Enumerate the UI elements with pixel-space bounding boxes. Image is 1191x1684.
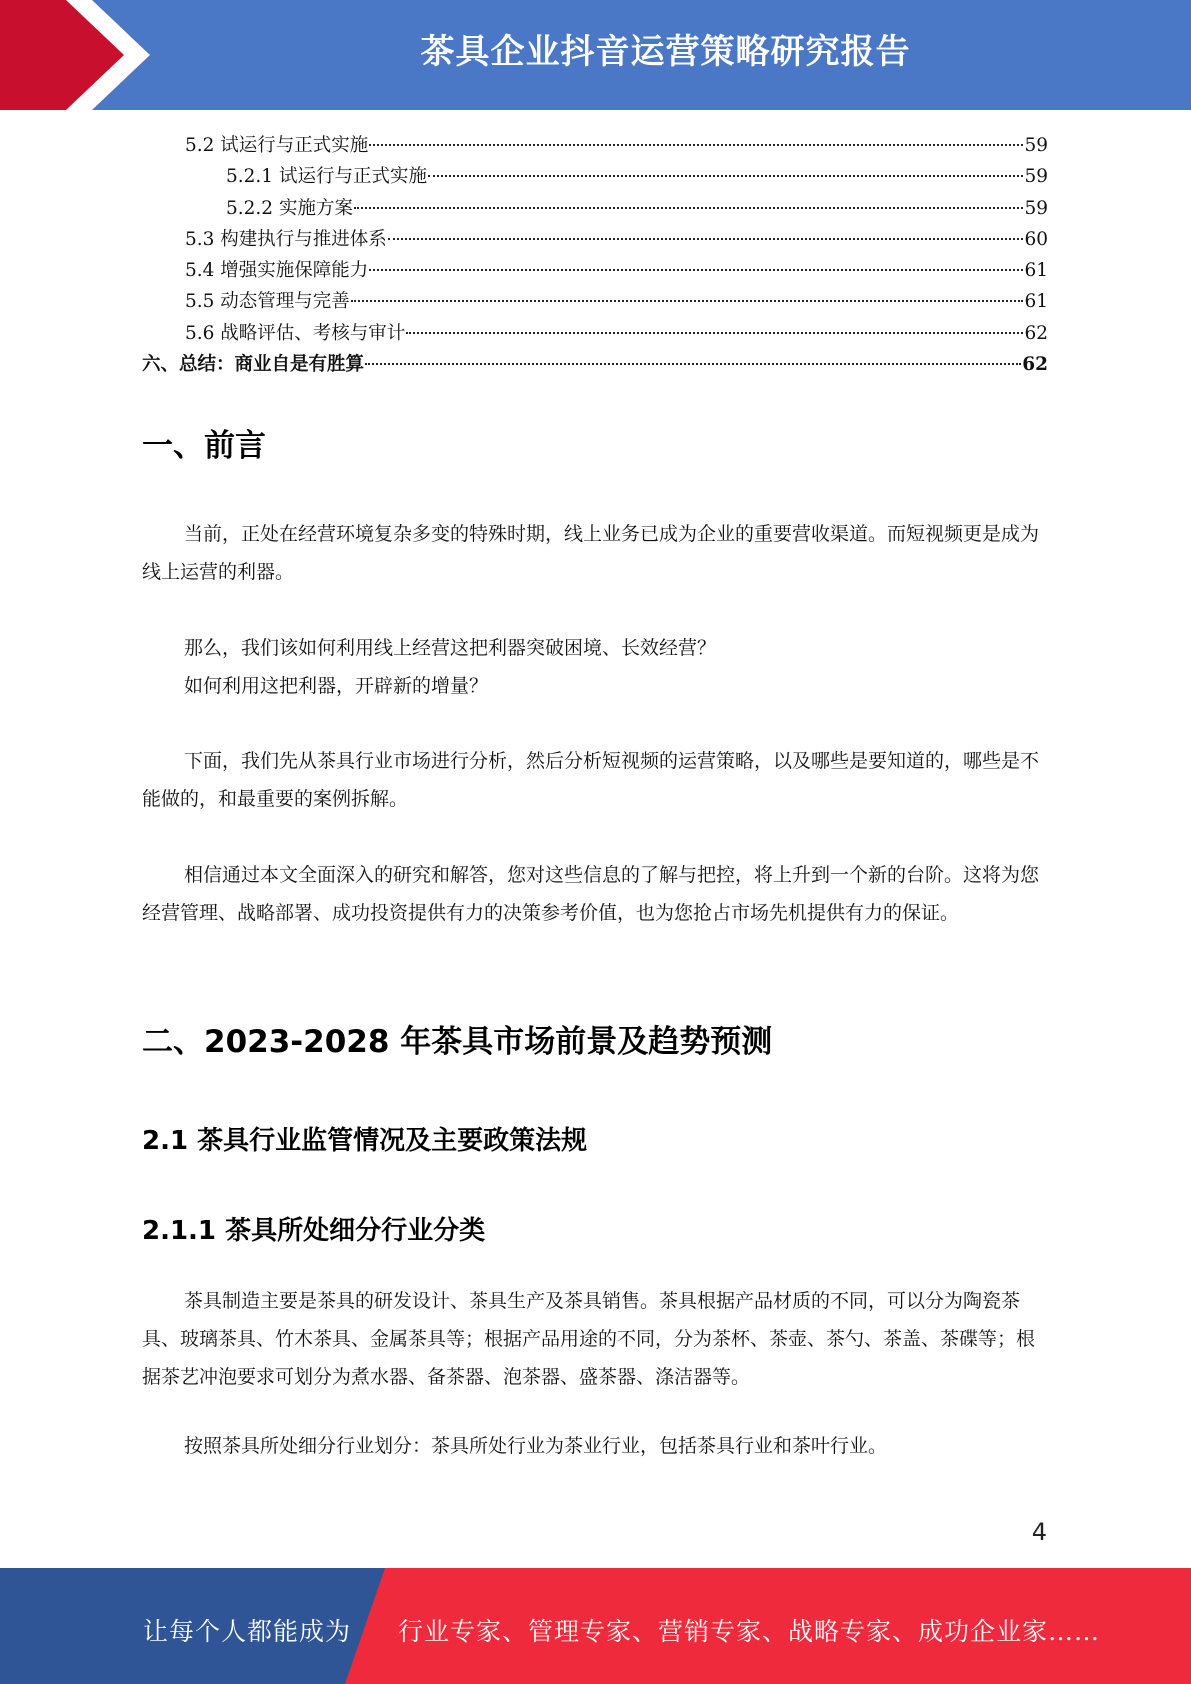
- toc-entry[interactable]: [142, 318, 1048, 349]
- preface-question-2: 如何利用这把利器，开辟新的增量？: [184, 675, 489, 697]
- preface-heading: 一、前言: [142, 428, 266, 464]
- toc-leader-dots: [369, 269, 1023, 271]
- footer-slogan-left: 让每个人都能成为: [143, 1617, 352, 1646]
- toc-page-number: 59: [1024, 197, 1048, 219]
- preface-paragraph-3: 相信通过本文全面深入的研究和解答，您对这些信息的了解与把控，将上升到一个新的台阶。这将为您经营管理、战略部署、成功投资提供有力的决策参考价值，也为您抢占市场先机提供有力的保证。: [142, 864, 1040, 924]
- toc-entry[interactable]: [142, 286, 1048, 317]
- toc-leader-dots: [365, 363, 1021, 365]
- toc-leader-dots: [388, 238, 1024, 240]
- toc-entry[interactable]: [142, 349, 1048, 380]
- page-number: 4: [1031, 1518, 1047, 1546]
- toc-page-number: 61: [1024, 291, 1048, 313]
- preface-paragraph-1: 当前，正处在经营环境复杂多变的特殊时期，线上业务已成为企业的重要营收渠道。而短视频更是成为线上运营的利器。: [142, 523, 1040, 583]
- section-2-1-1-paragraph-1: 茶具制造主要是茶具的研发设计、茶具生产及茶具销售。茶具根据产品材质的不同，可以分为陶瓷茶具、玻璃茶具、竹木茶具、金属茶具等；根据产品用途的不同，分为茶杯、茶壶、茶勺、茶盖、茶碟等；根据茶艺冲泡要求可划分为煮水器、备茶器、泡茶器、盛茶器、涤洁器等。: [142, 1290, 1036, 1388]
- toc-entry[interactable]: [142, 130, 1048, 161]
- section-2-1-1-heading: 2.1.1 茶具所处细分行业分类: [142, 1216, 486, 1246]
- toc-entry[interactable]: [142, 255, 1048, 286]
- toc-page-number: 61: [1024, 260, 1048, 282]
- toc-label: 六、总结：商业自是有胜算: [142, 354, 365, 376]
- toc-page-number: 62: [1024, 322, 1048, 344]
- toc-page-number: 62: [1022, 354, 1048, 376]
- toc-label: 5.2.2 实施方案: [226, 197, 353, 219]
- toc-leader-dots: [351, 300, 1024, 302]
- toc-page-number: 59: [1024, 166, 1048, 188]
- toc-label: 5.5 动态管理与完善: [185, 291, 350, 313]
- report-footer: [0, 1568, 1191, 1684]
- footer-slogan-right: 行业专家、管理专家、营销专家、战略专家、成功企业家……: [398, 1617, 1101, 1646]
- toc-page-number: 60: [1024, 228, 1048, 250]
- toc-entry[interactable]: [142, 224, 1048, 255]
- toc-label: 5.4 增强实施保障能力: [185, 260, 369, 282]
- toc-entry[interactable]: [142, 193, 1048, 224]
- toc-label: 5.2 试运行与正式实施: [185, 135, 369, 156]
- toc-leader-dots: [406, 332, 1023, 334]
- report-title: 茶具企业抖音运营策略研究报告: [420, 32, 911, 72]
- chapter-2-heading: 二、2023-2028 年茶具市场前景及趋势预测: [142, 1024, 773, 1060]
- toc-label: 5.3 构建执行与推进体系: [185, 228, 387, 250]
- toc-leader-dots: [369, 144, 1023, 146]
- section-2-1-heading: 2.1 茶具行业监管情况及主要政策法规: [142, 1126, 588, 1156]
- preface-question-1: 那么，我们该如何利用线上经营这把利器突破困境、长效经营？: [184, 637, 717, 659]
- report-header: [0, 0, 1191, 110]
- toc-leader-dots: [354, 207, 1024, 209]
- toc-leader-dots: [428, 175, 1023, 177]
- section-2-1-1-paragraph-2: 按照茶具所处细分行业划分：茶具所处行业为茶业行业，包括茶具行业和茶叶行业。: [184, 1435, 888, 1457]
- preface-paragraph-2: 下面，我们先从茶具行业市场进行分析，然后分析短视频的运营策略，以及哪些是要知道的，哪些是不能做的，和最重要的案例拆解。: [142, 750, 1040, 810]
- table-of-contents: [142, 130, 1048, 380]
- toc-label: 5.6 战略评估、考核与审计: [185, 322, 406, 344]
- toc-page-number: 59: [1024, 135, 1048, 156]
- toc-label: 5.2.1 试运行与正式实施: [226, 166, 427, 188]
- toc-entry[interactable]: [142, 161, 1048, 192]
